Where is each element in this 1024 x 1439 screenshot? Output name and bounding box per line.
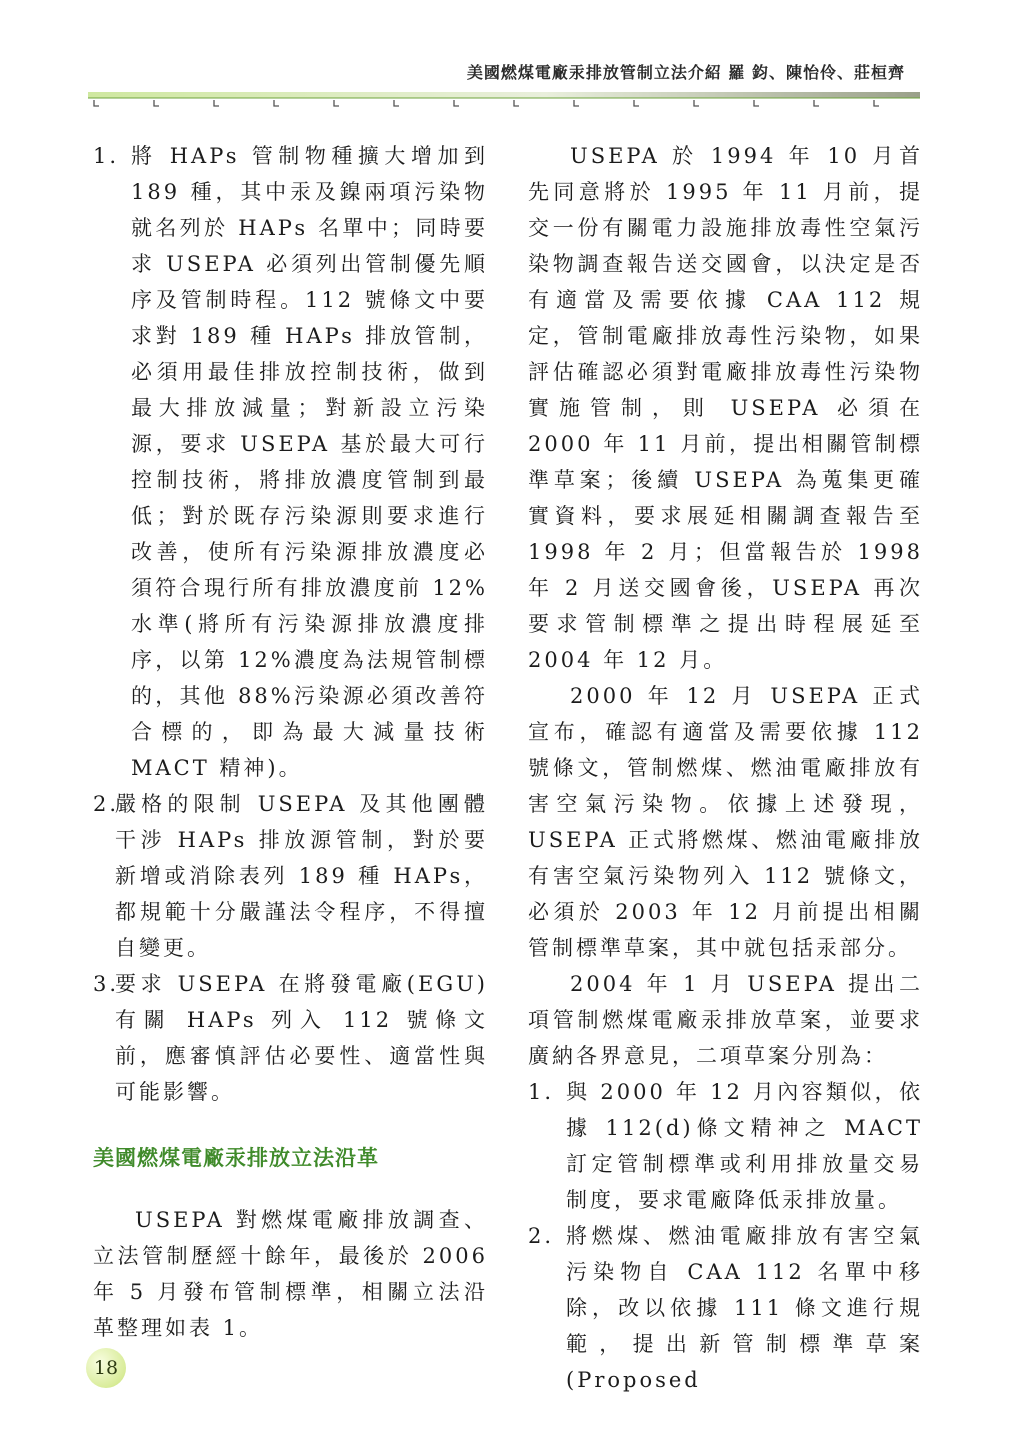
list-item <box>528 1074 923 1218</box>
page-number-badge <box>86 1348 126 1388</box>
list-item <box>528 1218 923 1398</box>
list-item-number: 1. <box>528 1080 555 1104</box>
list-item-number: 3. <box>93 972 120 996</box>
list-item-text: 將燃煤、燃油電廠排放有害空氣污染物自 CAA 112 名單中移除，改以依據 111 條文進行規範，提出新管制標準草案(Proposed <box>566 1224 923 1392</box>
left-column <box>93 138 488 1346</box>
list-item-text: 要求 USEPA 在將發電廠(EGU)有關 HAPs 列入 112 號條文前，應審慎評估必要性、適當性與可能影響。 <box>115 972 488 1104</box>
list-item-number: 1. <box>93 144 120 168</box>
list-item-number: 2. <box>93 792 120 816</box>
body-paragraph: 2004 年 1 月 USEPA 提出二項管制燃煤電廠汞排放草案，並要求廣納各界意見，二項草案分別為： <box>528 972 923 1068</box>
body-paragraph: USEPA 對燃煤電廠排放調查、立法管制歷經十餘年，最後於 2006 年 5 月發布管制標準，相關立法沿革整理如表 1。 <box>93 1208 488 1340</box>
list-item <box>93 786 488 966</box>
list-item <box>93 966 488 1110</box>
page-number: 18 <box>93 1357 119 1379</box>
list-item-number: 2. <box>528 1224 555 1248</box>
body-paragraph: USEPA 於 1994 年 10 月首先同意將於 1995 年 11 月前，提交一份有關電力設施排放毒性空氣污染物調查報告送交國會，以決定是否有適當及需要依據 CAA 112 規定，管制電廠排放毒性污染物，如果評估確認必須對電廠排放毒性污染物實施管制，則 USEPA 必須在 2000 年 11 月前，提出相關管制標準草案；後續 USEPA 為蒐集更確實資料，要求展延相關調查報告至 1998 年 2 月；但當報告於 1998 年 2 月送交國會後，USEPA 再次要求管制標準之提出時程展延至 2004 年 12 月。 <box>528 144 923 672</box>
list-item-text: 與 2000 年 12 月內容類似，依據 112(d)條文精神之 MACT 訂定管制標準或利用排放量交易制度，要求電廠降低汞排放量。 <box>566 1080 923 1212</box>
header-decorative-rule <box>88 90 920 112</box>
body-paragraph: 2000 年 12 月 USEPA 正式宣布，確認有適當及需要依據 112 號條文，管制燃煤、燃油電廠排放有害空氣污染物。依據上述發現，USEPA 正式將燃煤、燃油電廠排放有害空氣污染物列入 112 號條文，必須於 2003 年 12 月前提出相關管制標準草案，其中就包括汞部分。 <box>528 684 923 960</box>
list-item <box>93 138 488 786</box>
right-column <box>528 138 923 1398</box>
list-item-text: 嚴格的限制 USEPA 及其他團體干涉 HAPs 排放源管制，對於要新增或消除表列 189 種 HAPs，都規範十分嚴謹法令程序，不得擅自變更。 <box>115 792 488 960</box>
section-heading: 美國燃煤電廠汞排放立法沿革 <box>93 1146 379 1170</box>
running-header-title: 美國燃煤電廠汞排放管制立法介紹 羅 鈞、陳怡伶、莊桓齊 <box>466 63 905 82</box>
list-item-text: 將 HAPs 管制物種擴大增加到 189 種，其中汞及鎳兩項污染物就名列於 HAPs 名單中；同時要求 USEPA 必須列出管制優先順序及管制時程。112 號條文中要求對 189 種 HAPs 排放管制，必須用最佳排放控制技術，做到最大排放減量；對新設立污染源，要求 USEPA 基於最大可行控制技術，將排放濃度管制到最低；對於既存污染源則要求進行改善，使所有污染源排放濃度必須符合現行所有排放濃度前 12%水準(將所有污染源排放濃度排序，以第 12%濃度為法規管制標的，其他 88%污染源必須改善符合標的，即為最大減量技術 MACT 精神)。 <box>131 144 488 780</box>
